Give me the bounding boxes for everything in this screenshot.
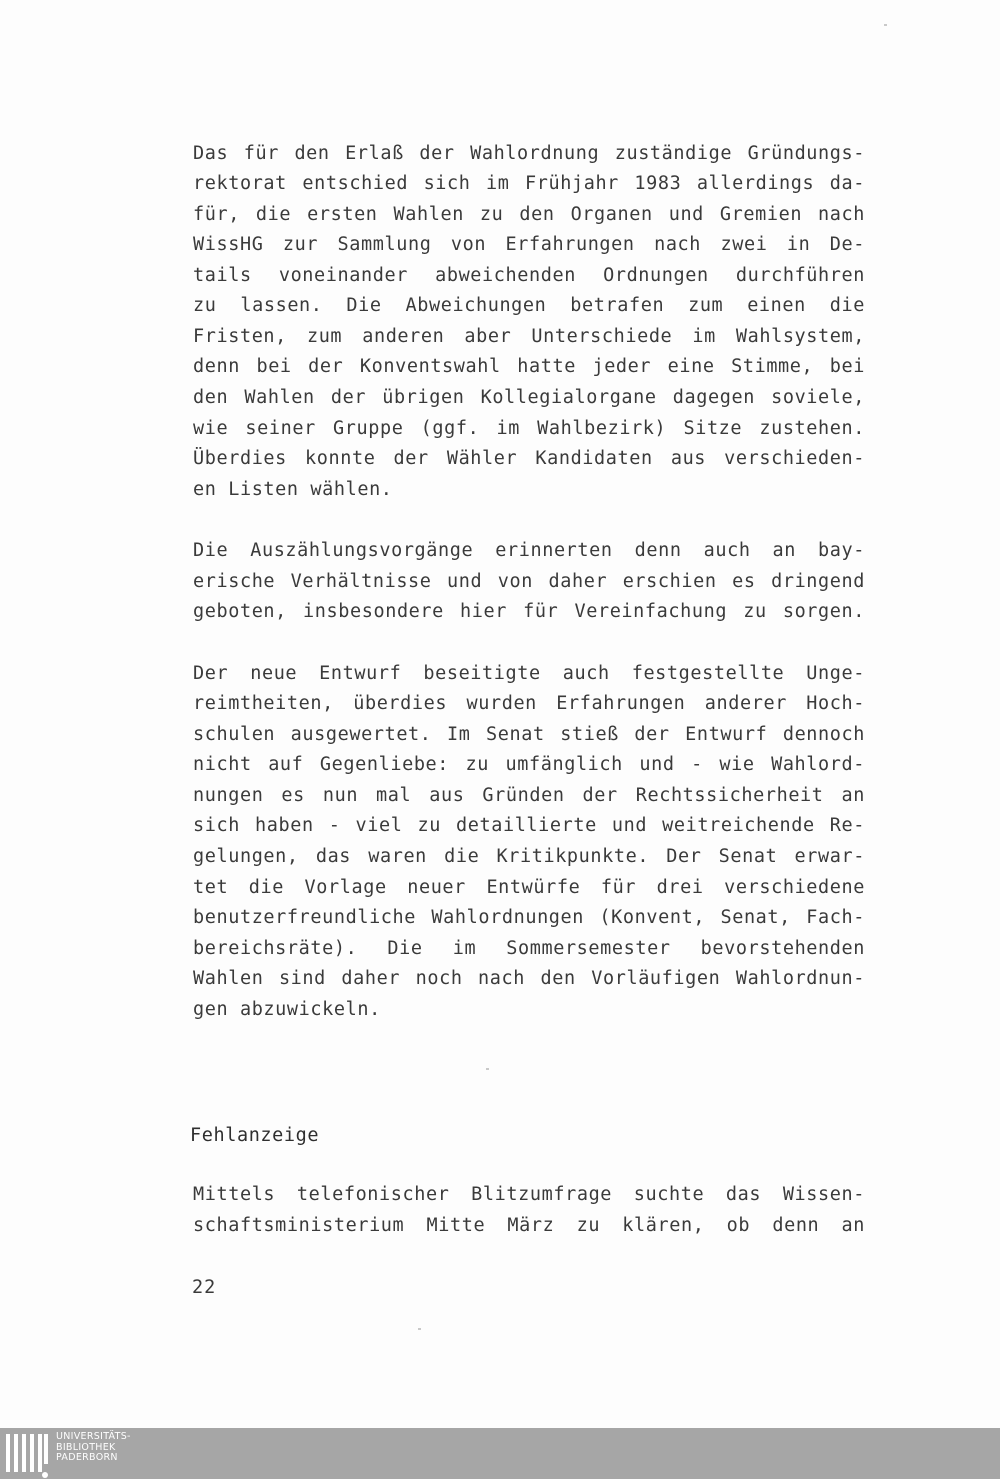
text-line: schulen ausgewertet. Im Senat stieß der Entwurf dennoch (193, 724, 865, 745)
text-line: WissHG zur Sammlung von Erfahrungen nach zwei in De- (193, 234, 865, 255)
library-logo-icon (4, 1432, 50, 1476)
library-footer-bar (0, 1428, 1000, 1479)
text-line: geboten, insbesondere hier für Vereinfachung zu sorgen. (193, 601, 865, 622)
text-line: den Wahlen der übrigen Kollegialorgane dagegen soviele, (193, 387, 865, 408)
scan-speck (884, 24, 887, 26)
text-line: Mittels telefonischer Blitzumfrage suchte das Wissen- (193, 1184, 865, 1205)
scan-speck (418, 1328, 421, 1330)
text-line: erische Verhältnisse und von daher erschien es dringend (193, 571, 865, 592)
text-line: zu lassen. Die Abweichungen betrafen zum einen die (193, 295, 865, 316)
logo-line: UNIVERSITÄTS- (56, 1431, 131, 1442)
logo-line: BIBLIOTHEK (56, 1441, 116, 1453)
text-line: wie seiner Gruppe (ggf. im Wahlbezirk) Sitze zustehen. (193, 418, 865, 439)
text-line: benutzerfreundliche Wahlordnungen (Konvent, Senat, Fach- (193, 907, 865, 928)
text-line: nicht auf Gegenliebe: zu umfänglich und - wie Wahlord- (193, 754, 865, 775)
text-line: sich haben - viel zu detaillierte und weitreichende Re- (193, 815, 865, 836)
text-line: schaftsministerium Mitte März zu klären, ob denn an (193, 1215, 865, 1236)
text-line: reimtheiten, überdies wurden Erfahrungen anderer Hoch- (193, 693, 865, 714)
text-line: für, die ersten Wahlen zu den Organen und Gremien nach (193, 204, 865, 225)
page-number: 22 (192, 1277, 217, 1298)
text-line: nungen es nun mal aus Gründen der Rechtssicherheit an (193, 785, 865, 806)
text-line: Der neue Entwurf beseitigte auch festgestellte Unge- (193, 663, 865, 684)
text-line: gelungen, das waren die Kritikpunkte. Der Senat erwar- (193, 846, 865, 867)
text-line: Das für den Erlaß der Wahlordnung zuständige Gründungs- (193, 143, 865, 164)
text-line: Überdies konnte der Wähler Kandidaten aus verschieden- (193, 448, 865, 469)
section-heading: Fehlanzeige (190, 1125, 320, 1146)
text-line: tet die Vorlage neuer Entwürfe für drei verschiedene (193, 877, 865, 898)
text-line: rektorat entschied sich im Frühjahr 1983 allerdings da- (193, 173, 865, 194)
text-line: Die Auszählungsvorgänge erinnerten denn auch an bay- (193, 540, 865, 561)
text-line: Wahlen sind daher noch nach den Vorläufigen Wahlordnun- (193, 968, 865, 989)
text-line: bereichsräte). Die im Sommersemester bevorstehenden (193, 938, 865, 959)
text-line: Fristen, zum anderen aber Unterschiede im Wahlsystem, (193, 326, 865, 347)
text-line: tails voneinander abweichenden Ordnungen durchführen (193, 265, 865, 286)
scan-speck (486, 1068, 489, 1070)
text-line: en Listen wählen. (193, 479, 393, 500)
text-line: gen abzuwickeln. (193, 999, 381, 1020)
library-logo-text (56, 1432, 131, 1464)
logo-line: PADERBORN (56, 1452, 118, 1463)
text-line: denn bei der Konventswahl hatte jeder eine Stimme, bei (193, 356, 865, 377)
